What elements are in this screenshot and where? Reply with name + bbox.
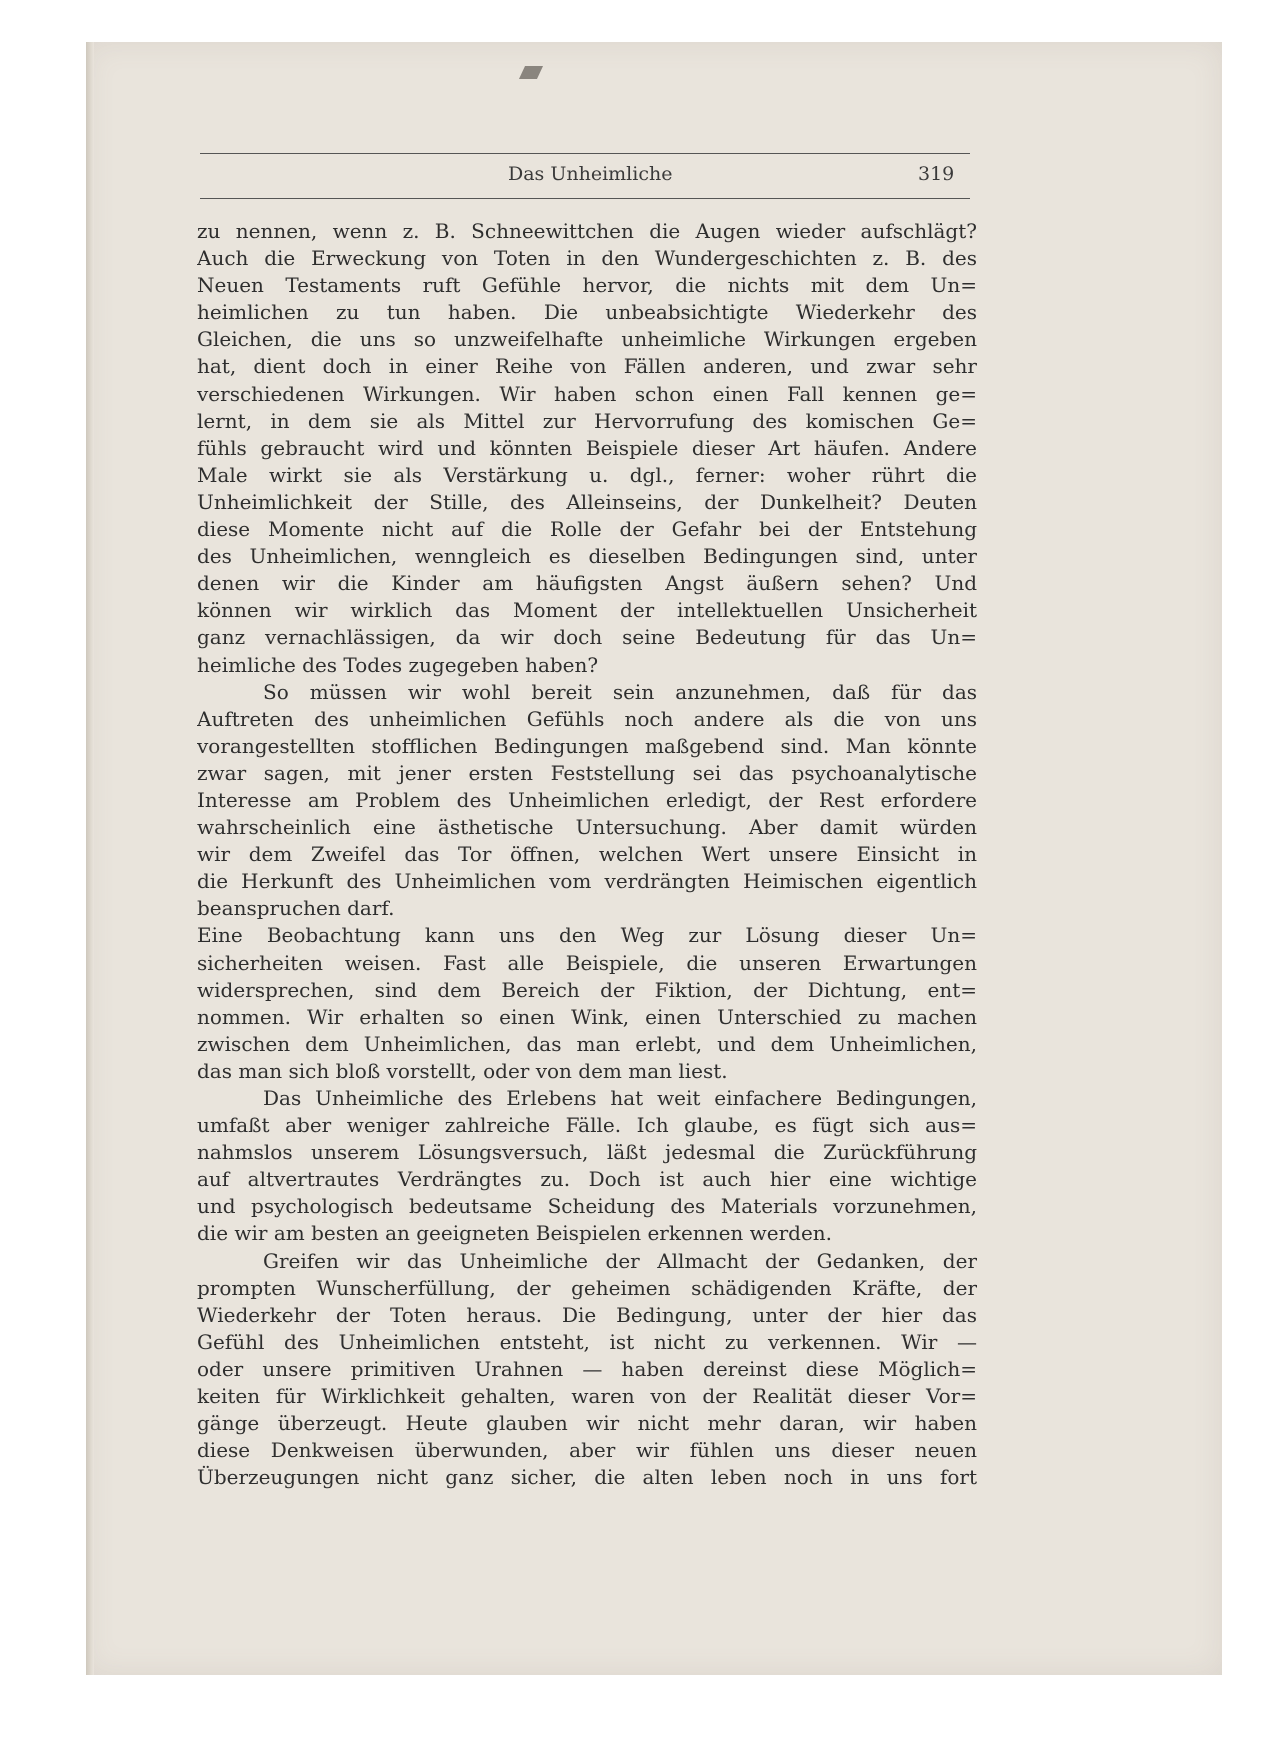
text-line: keiten für Wirklichkeit gehalten, waren von der Realität dieser Vor= bbox=[197, 1384, 977, 1409]
paragraph-start-line: Greifen wir das Unheimliche der Allmacht der Gedanken, der bbox=[263, 1248, 977, 1273]
text-line: diese Denkweisen überwunden, aber wir fühlen uns dieser neuen bbox=[197, 1438, 977, 1463]
paragraph-start-line: Das Unheimliche des Erlebens hat weit einfachere Bedingungen, bbox=[263, 1086, 977, 1110]
text-line: auf altvertrautes Verdrängtes zu. Doch ist auch hier eine wichtige bbox=[197, 1167, 977, 1192]
text-line: wir dem Zweifel das Tor öffnen, welchen Wert unsere Einsicht in bbox=[197, 842, 977, 867]
text-line: sicherheiten weisen. Fast alle Beispiele, die unseren Erwartungen bbox=[197, 950, 977, 975]
text-line: ganz vernachlässigen, da wir doch seine Bedeutung für das Un= bbox=[197, 625, 977, 650]
paragraph-end-line: das man sich bloß vorstellt, oder von dem man liest. bbox=[197, 1058, 728, 1083]
text-line: nahmslos unserem Lösungsversuch, läßt jedesmal die Zurückführung bbox=[197, 1140, 977, 1165]
text-line: Gleichen, die uns so unzweifelhafte unheimliche Wirkungen ergeben bbox=[197, 327, 977, 352]
paragraph-end-line: die wir am besten an geeigneten Beispielen erkennen werden. bbox=[197, 1221, 833, 1246]
paragraph-start-line: Eine Beobachtung kann uns den Weg zur Lösung dieser Un= bbox=[197, 923, 977, 948]
page-binding-edge bbox=[86, 42, 94, 1675]
text-line: verschiedenen Wirkungen. Wir haben schon einen Fall kennen ge= bbox=[197, 381, 977, 406]
text-line: die Herkunft des Unheimlichen vom verdrängten Heimischen eigentlich bbox=[197, 869, 977, 894]
text-line: des Unheimlichen, wenngleich es dieselben Bedingungen sind, unter bbox=[197, 544, 977, 569]
paragraph-end-line: heimliche des Todes zugegeben haben? bbox=[197, 652, 599, 677]
text-line: Gefühl des Unheimlichen entsteht, ist nicht zu verkennen. Wir — bbox=[197, 1329, 977, 1354]
text-line: nommen. Wir erhalten so einen Wink, einen Unterschied zu machen bbox=[197, 1004, 977, 1029]
text-line: diese Momente nicht auf die Rolle der Gefahr bei der Entstehung bbox=[197, 517, 977, 542]
paragraph-start-line: So müssen wir wohl bereit sein anzunehmen, daß für das bbox=[263, 679, 977, 704]
text-line: Male wirkt sie als Verstärkung u. dgl., ferner: woher rührt die bbox=[197, 462, 977, 487]
text-line: Unheimlichkeit der Stille, des Alleinseins, der Dunkelheit? Deuten bbox=[197, 489, 977, 514]
text-line: Auftreten des unheimlichen Gefühls noch andere als die von uns bbox=[197, 706, 977, 731]
running-title: Das Unheimliche bbox=[508, 163, 673, 185]
text-line: vorangestellten stofflichen Bedingungen maßgebend sind. Man könnte bbox=[197, 733, 977, 758]
text-line: denen wir die Kinder am häufigsten Angst äußern sehen? Und bbox=[197, 571, 977, 596]
header-rule-top bbox=[200, 153, 970, 154]
text-line: wahrscheinlich eine ästhetische Untersuchung. Aber damit würden bbox=[197, 815, 977, 840]
text-line: umfaßt aber weniger zahlreiche Fälle. Ich glaube, es fügt sich aus= bbox=[197, 1113, 977, 1138]
text-line: Neuen Testaments ruft Gefühle hervor, die nichts mit dem Un= bbox=[197, 273, 977, 298]
header-rule-bottom bbox=[200, 198, 970, 199]
body-text bbox=[197, 218, 977, 1491]
text-line: heimlichen zu tun haben. Die unbeabsichtigte Wiederkehr des bbox=[197, 300, 977, 325]
text-line: hat, dient doch in einer Reihe von Fällen anderen, und zwar sehr bbox=[197, 354, 977, 379]
text-line: zwar sagen, mit jener ersten Feststellung sei das psychoanalytische bbox=[197, 760, 977, 785]
page-number: 319 bbox=[918, 163, 955, 185]
text-line: gänge überzeugt. Heute glauben wir nicht mehr daran, wir haben bbox=[197, 1411, 977, 1436]
text-line: Überzeugungen nicht ganz sicher, die alten leben noch in uns fort bbox=[197, 1465, 977, 1490]
text-line: Wiederkehr der Toten heraus. Die Bedingung, unter der hier das bbox=[197, 1302, 977, 1327]
text-line: Interesse am Problem des Unheimlichen erledigt, der Rest erfordere bbox=[197, 787, 977, 812]
text-line: können wir wirklich das Moment der intellektuellen Unsicherheit bbox=[197, 598, 977, 623]
text-line: zwischen dem Unheimlichen, das man erlebt, und dem Unheimlichen, bbox=[197, 1031, 977, 1056]
text-line: prompten Wunscherfüllung, der geheimen schädigenden Kräfte, der bbox=[197, 1275, 977, 1300]
text-line: oder unsere primitiven Urahnen — haben dereinst diese Möglich= bbox=[197, 1356, 977, 1381]
paragraph-end-line: beanspruchen darf. bbox=[197, 896, 395, 921]
text-line: fühls gebraucht wird und könnten Beispiele dieser Art häufen. Andere bbox=[197, 435, 977, 460]
text-line: widersprechen, sind dem Bereich der Fiktion, der Dichtung, ent= bbox=[197, 977, 977, 1002]
text-line: und psychologisch bedeutsame Scheidung des Materials vorzunehmen, bbox=[197, 1194, 977, 1219]
text-line: zu nennen, wenn z. B. Schneewittchen die Augen wieder aufschlägt? bbox=[197, 219, 977, 243]
text-line: Auch die Erweckung von Toten in den Wundergeschichten z. B. des bbox=[197, 246, 977, 271]
text-line: lernt, in dem sie als Mittel zur Hervorrufung des komischen Ge= bbox=[197, 408, 977, 433]
